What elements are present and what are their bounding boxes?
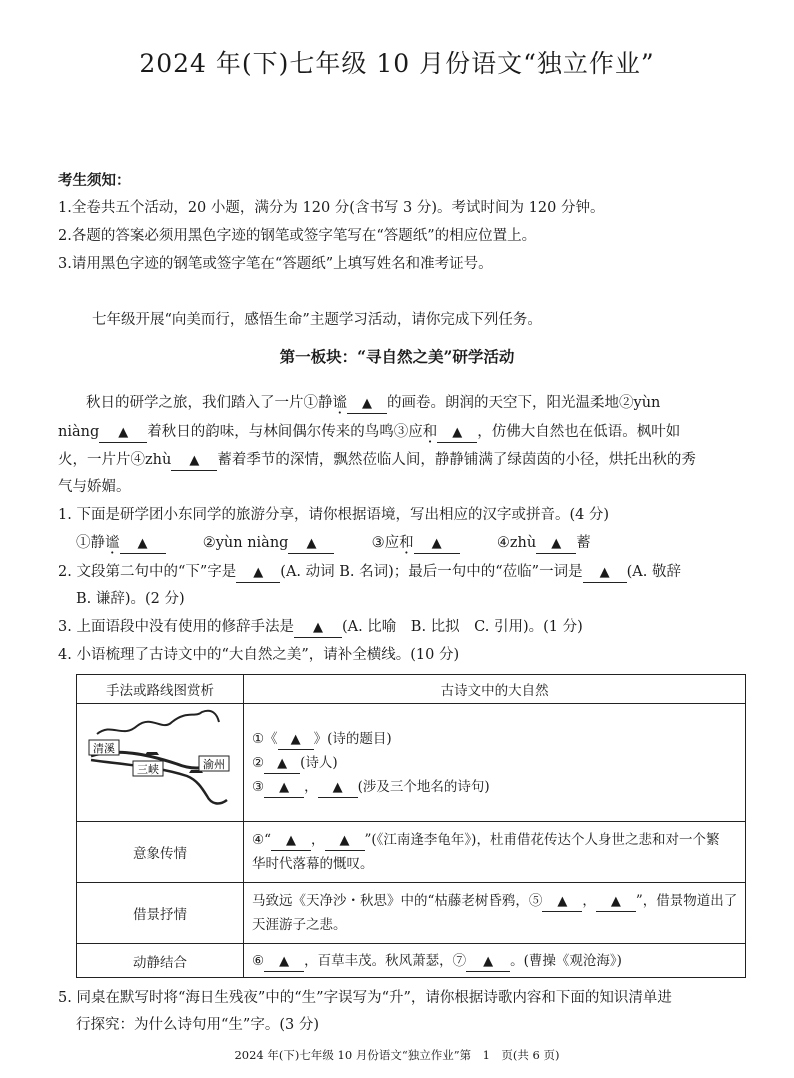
answer-blank[interactable]: ▲	[271, 831, 311, 851]
cell-line: 天涯游子之悲。	[252, 917, 347, 933]
table-header-row	[77, 675, 746, 704]
notice-item-2: 2.各题的答案必须用黑色字迹的钢笔或签字笔写在“答题纸”的相应位置上。	[58, 228, 537, 244]
answer-blank[interactable]: ▲	[542, 892, 582, 912]
answer-blank[interactable]: ▲	[437, 423, 477, 443]
cell-line: ③ ▲ ， ▲ (涉及三个地名的诗句)	[252, 775, 737, 799]
boat-icon	[145, 752, 159, 755]
answer-blank[interactable]: ▲	[99, 423, 147, 443]
passage-line-4: 气与娇媚。	[58, 479, 131, 495]
table-row	[77, 704, 746, 822]
page-footer: 2024 年(下)七年级 10 月份语文“独立作业”第 1 页(共 6 页)	[234, 1048, 560, 1062]
table-row	[77, 944, 746, 978]
cell-line: ④“ ▲ ， ▲ ”(《江南逢李龟年》)，杜甫借花传达个人身世之悲和对一个繁	[252, 828, 737, 852]
cell-line: ② ▲ (诗人)	[252, 751, 737, 775]
answer-blank[interactable]: ▲	[294, 618, 342, 638]
notice-item-3: 3.请用黑色字迹的钢笔或签字笔在“答题纸”上填写姓名和准考证号。	[58, 256, 493, 272]
table-cell	[244, 944, 746, 978]
map-label-yuzhou: 渝州	[203, 758, 225, 771]
answer-blank[interactable]: ▲	[318, 778, 358, 798]
table-cell	[244, 822, 746, 883]
question-3: 3. 上面语段中没有使用的修辞手法是 ▲ (A. 比喻 B. 比拟 C. 引用)。(1 分)	[58, 616, 583, 638]
answer-blank[interactable]: ▲	[264, 952, 304, 972]
passage-line-1: 秋日的研学之旅，我们踏入了一片①静谧 ▲ 的画卷。朗润的天空下，阳光温柔地②yùn	[86, 392, 660, 414]
question-4-stem: 4. 小语梳理了古诗文中的“大自然之美”，请补全横线。(10 分)	[58, 647, 460, 663]
passage-line-2: niàng ▲ 着秋日的韵味，与林间偶尔传来的鸟鸣③应和 ▲ ，仿佛大自然也在低语。枫叶如	[58, 421, 680, 443]
page-title: 2024 年(下)七年级 10 月份语文“独立作业”	[139, 49, 655, 78]
answer-blank[interactable]: ▲	[466, 952, 510, 972]
answer-blank[interactable]: ▲	[414, 534, 460, 554]
table-cell	[244, 704, 746, 822]
answer-blank[interactable]: ▲	[278, 730, 314, 750]
map-label-sanxia: 三峡	[137, 763, 159, 776]
cell-line: ⑥ ▲ ，百草丰茂。秋风萧瑟，⑦ ▲ 。(曹操《观沧海》)	[252, 949, 737, 973]
question-1-stem: 1. 下面是研学团小东同学的旅游分享，请你根据语境，写出相应的汉字或拼音。(4 分)	[58, 507, 610, 523]
table-row	[77, 883, 746, 944]
answer-blank[interactable]: ▲	[236, 563, 280, 583]
table-cell-label: 借景抒情	[77, 883, 244, 944]
question-5-line-2: 行探究：为什么诗句用“生”字。(3 分)	[76, 1017, 319, 1033]
answer-blank[interactable]: ▲	[325, 831, 365, 851]
answer-blank[interactable]: ▲	[347, 394, 387, 414]
question-5-line-1: 5. 同桌在默写时将“海日生残夜”中的“生”字误写为“升”，请你根据诗歌内容和下面的知识清单进	[58, 990, 672, 1006]
table-header: 手法或路线图赏析	[77, 675, 244, 704]
notice-heading: 考生须知：	[58, 172, 131, 189]
answer-blank[interactable]: ▲	[264, 778, 304, 798]
answer-blank[interactable]: ▲	[264, 754, 300, 774]
answer-blank[interactable]: ▲	[120, 534, 166, 554]
table-row	[77, 822, 746, 883]
section-heading: 第一板块：“寻自然之美”研学活动	[279, 347, 515, 366]
route-map-cell	[77, 704, 244, 822]
answer-blank[interactable]: ▲	[536, 534, 576, 554]
answer-blank[interactable]: ▲	[583, 563, 627, 583]
table-header: 古诗文中的大自然	[244, 675, 746, 704]
answer-blank[interactable]: ▲	[171, 451, 217, 471]
intro-text: 七年级开展“向美而行，感悟生命”主题学习活动，请你完成下列任务。	[92, 312, 542, 328]
answer-blank[interactable]: ▲	[288, 534, 334, 554]
poetry-table	[76, 674, 746, 978]
question-2-line-1: 2. 文段第二句中的“下”字是 ▲ (A. 动词 B. 名词)；最后一句中的“莅临”一词是 ▲ (A. 敬辞	[58, 561, 681, 583]
question-1-answers: ①静谧 ▲ ②yùn niàng ▲ ③应和 ▲ ④zhù ▲ 蓄	[76, 532, 591, 554]
route-map	[77, 704, 243, 817]
cell-line: ①《 ▲ 》(诗的题目)	[252, 727, 737, 751]
map-label-qingxi: 清溪	[93, 742, 115, 755]
answer-blank[interactable]: ▲	[596, 892, 636, 912]
table-cell-label: 意象传情	[77, 822, 244, 883]
table-cell-label: 动静结合	[77, 944, 244, 978]
notice-item-1: 1.全卷共五个活动，20 小题，满分为 120 分(含书写 3 分)。考试时间为 120 分钟。	[58, 200, 605, 216]
mountain-line	[97, 711, 219, 734]
cell-line: 华时代落幕的慨叹。	[252, 856, 374, 872]
passage-line-3: 火，一片片④zhù ▲ 蓄着季节的深情，飘然莅临人间，静静铺满了绿茵茵的小径，烘托出秋的秀	[58, 449, 696, 471]
table-cell	[244, 883, 746, 944]
cell-line: 马致远《天净沙・秋思》中的“枯藤老树昏鸦，⑤ ▲ ， ▲ ”，借景物道出了	[252, 889, 737, 913]
question-2-line-2: B. 谦辞)。(2 分)	[76, 591, 185, 607]
